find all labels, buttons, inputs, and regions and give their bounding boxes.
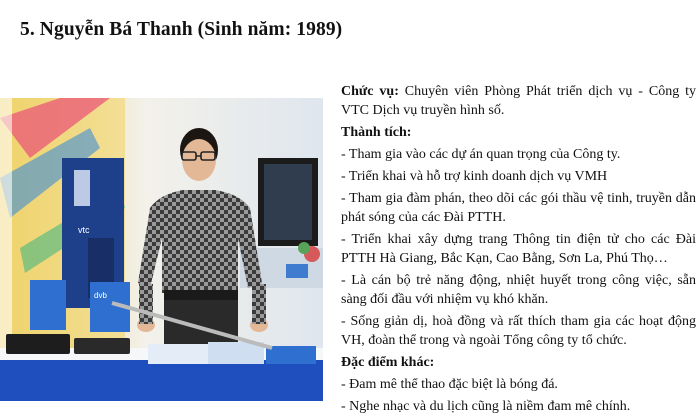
achievement-item: - Tham gia vào các dự án quan trọng của Công ty. <box>341 147 621 162</box>
traits-title: Đặc điểm khác: <box>341 355 435 370</box>
achievement-item: - Triển khai và hỗ trợ kinh doanh dịch vụ VMH <box>341 169 608 184</box>
booth-sign: vtc <box>78 225 90 235</box>
achievement-item: - Tham gia đàm phán, theo dõi các gói thầu vệ tinh, truyền dẫn phát sóng của các Đài PTTH. <box>341 191 696 225</box>
achievement-item: - Là cán bộ trẻ năng động, nhiệt huyết trong công việc, sẵn sàng đối đầu với nhiệm vụ khó khăn. <box>341 273 696 307</box>
trait-item: - Nghe nhạc và du lịch cũng là niềm đam mê chính. <box>341 399 631 414</box>
profile-photo <box>0 98 323 401</box>
position-text: Chuyên viên Phòng Phát triển dịch vụ - Công ty VTC Dịch vụ truyền hình số. <box>341 84 696 118</box>
page-title: 5. Nguyễn Bá Thanh (Sinh năm: 1989) <box>20 19 343 40</box>
product-label: dvb <box>94 291 107 300</box>
achievement-item: - Triển khai xây dựng trang Thông tin điện tử cho các Đài PTTH Hà Giang, Bắc Kạn, Cao Bằng, Sơn La, Phú Thọ… <box>341 232 696 266</box>
achievement-item: - Sống giản dị, hoà đồng và rất thích tham gia các hoạt động VH, đoàn thể trong và ngoài Tổng công ty tổ chức. <box>341 314 696 348</box>
position-label: Chức vụ: <box>341 84 399 99</box>
achievements-title: Thành tích: <box>341 125 412 140</box>
position-paragraph <box>341 82 696 120</box>
trait-item: - Đam mê thể thao đặc biệt là bóng đá. <box>341 377 558 392</box>
bio-text <box>341 82 696 419</box>
